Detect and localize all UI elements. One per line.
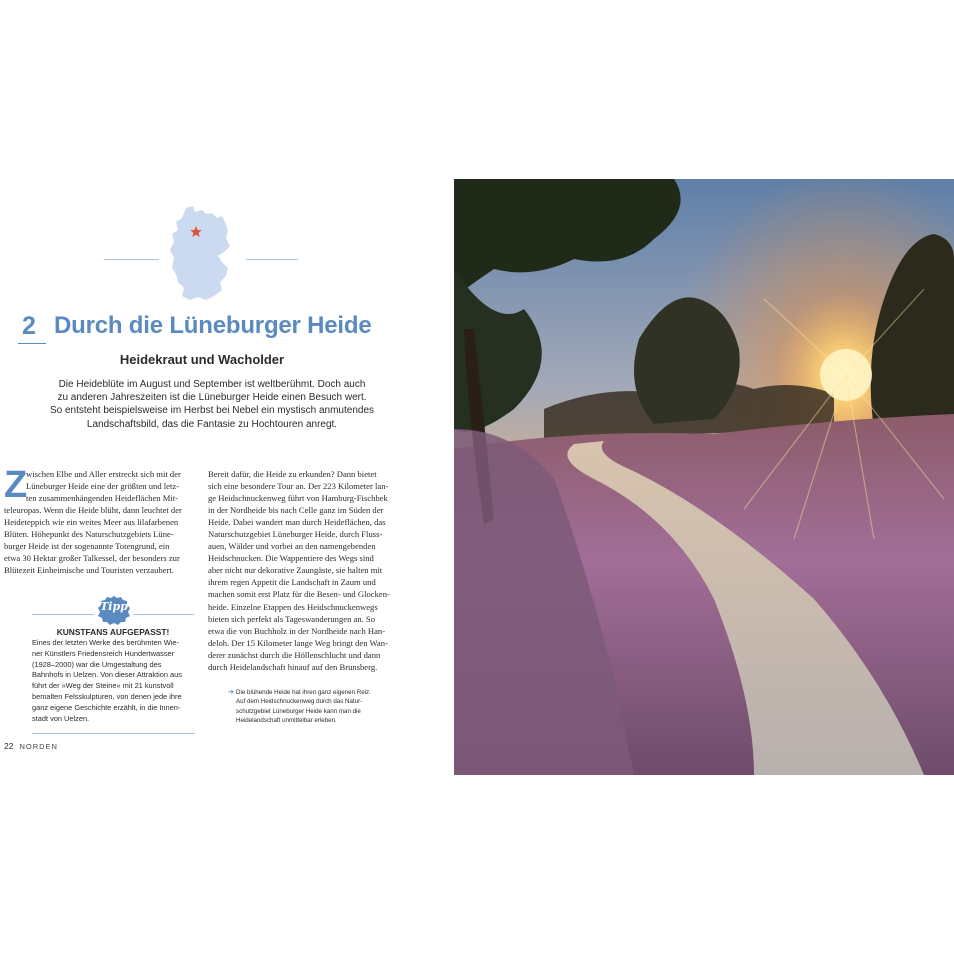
tip-badge-label: Tipp (100, 600, 128, 613)
page-footer (4, 741, 58, 751)
body-line: Lüneburger Heide eine der größten und letz- (26, 481, 180, 492)
body-line: aber nicht nur dekorative Zaungäste, sie halten mit (208, 565, 383, 576)
body-line: ihrem regen Appetit die Landschaft in Zaum und (208, 577, 376, 588)
body-line: Heidschnucken. Die Wappentiere des Wegs sind (208, 553, 374, 564)
body-line: heide. Einzelne Etappen des Heidschnuckenwegs (208, 601, 378, 612)
locator-map (104, 204, 300, 304)
tip-line: ganz eigene Geschichte erzählt, in die Innen- (32, 702, 181, 712)
body-line: durch Heidelandschaft hinauf auf den Brunsberg. (208, 661, 378, 672)
body-line: Bereit dafür, die Heide zu erkunden? Dann bietet (208, 469, 377, 479)
tip-line: führt der »Weg der Steine« mit 21 kunstvoll (32, 681, 174, 691)
body-line: Blüten. Höhepunkt des Naturschutzgebiets Lüne- (4, 529, 174, 540)
heath-sunset-photo (454, 179, 954, 775)
body-line: Heideteppich wie ein weites Meer aus lilafarbenen (4, 517, 179, 528)
tip-line: Eines der letzten Werke des berühmten Wie- (32, 638, 179, 647)
body-line: in der Nordheide bis nach Celle ganz im Süden der (208, 505, 384, 516)
body-line: etwa 30 Hektar großer Talkessel, der besonders zur (4, 553, 180, 564)
body-line: deloh. Der 15 Kilometer lange Weg bringt den Wan- (208, 637, 388, 648)
caption-arrow-icon: ➔ (228, 689, 234, 696)
map-divider-left (104, 259, 159, 260)
caption-line: schutzgebiet Lüneburger Heide kann man die (236, 707, 361, 715)
tip-divider-left (32, 614, 94, 615)
body-line: auen, Wälder und vorbei an den namengebenden (208, 541, 376, 552)
body-line: derer zunächst durch die Höllenschlucht und dann (208, 649, 381, 660)
map-divider-right (246, 259, 298, 260)
section-name: NORDEN (19, 742, 58, 751)
intro-line: zu anderen Jahreszeiten ist die Lüneburger Heide einen Besuch wert. (57, 392, 367, 404)
tip-line: ner Künstlers Friedensreich Hundertwasser (32, 648, 175, 658)
body-line: teleuropas. Wenn die Heide blüht, dann leuchtet der (4, 505, 182, 516)
body-line: burger Heide ist der sogenannte Totengrund, ein (4, 541, 170, 552)
intro-line: Landschaftsbild, das die Fantasie zu Hochtouren anregt. (86, 418, 338, 430)
intro-paragraph (22, 378, 402, 431)
chapter-number-underline (18, 343, 46, 344)
body-line: Blütezeit Einheimische und Touristen verzaubert. (4, 565, 174, 576)
body-column-1 (4, 468, 198, 576)
tip-line: Bahnhofs in Uelzen. Von dieser Attraktion aus (32, 670, 182, 680)
body-column-2 (208, 468, 404, 673)
tip-divider-right (133, 614, 194, 615)
drop-cap: Z (4, 464, 28, 506)
tip-body (32, 638, 200, 724)
chapter-title: Durch die Lüneburger Heide (54, 312, 372, 339)
chapter-header (18, 310, 418, 350)
chapter-number: 2 (22, 312, 36, 340)
body-line: ge Heidschnuckenweg führt von Hamburg-Fischbek (208, 493, 388, 504)
body-line: wischen Elbe und Aller erstreckt sich mit der (26, 469, 181, 479)
caption-line: Heidelandschaft unmittelbar erleben. (236, 716, 337, 724)
page-number: 22 (4, 741, 14, 751)
tip-line: (1928–2000) war die Umgestaltung des (32, 659, 162, 669)
germany-map-icon (162, 204, 242, 304)
intro-line: So entsteht beispielsweise im Herbst bei Nebel ein mystisch anmutendes (49, 405, 375, 417)
tip-bottom-rule (32, 733, 195, 734)
tip-badge (97, 595, 131, 625)
body-line: bieten sich perfekt als Tageswanderungen an. So (208, 613, 376, 624)
photo-caption (228, 688, 426, 725)
body-line: sich eine besondere Tour an. Der 223 Kilometer lan- (208, 481, 389, 492)
body-line: Naturschutzgebiet Lüneburger Heide, durch Fluss- (208, 529, 383, 540)
tip-heading: KUNSTFANS AUFGEPASST! (56, 627, 170, 637)
intro-line: Die Heideblüte im August und September ist weltberühmt. Doch auch (58, 379, 366, 390)
body-line: ten zusammenhängenden Heideflächen Mit- (26, 493, 179, 504)
body-line: machen somit erst Platz für die Besen- und Glocken- (208, 589, 390, 600)
body-line: etwa die von Buchholz in der Nordheide nach Han- (208, 625, 386, 636)
caption-line: Die blühende Heide hat ihren ganz eigenen Reiz. (236, 689, 371, 696)
body-line: Heide. Dabei wandert man durch Heideflächen, das (208, 517, 386, 528)
tip-line: bemalten Felsskulpturen, von denen jede ihre (32, 691, 182, 701)
landscape-illustration (454, 179, 954, 775)
chapter-subtitle: Heidekraut und Wacholder (119, 352, 285, 367)
caption-line: Auf dem Heidschnuckenweg durch das Natur- (236, 698, 363, 706)
tip-line: stadt von Uelzen. (32, 713, 90, 723)
